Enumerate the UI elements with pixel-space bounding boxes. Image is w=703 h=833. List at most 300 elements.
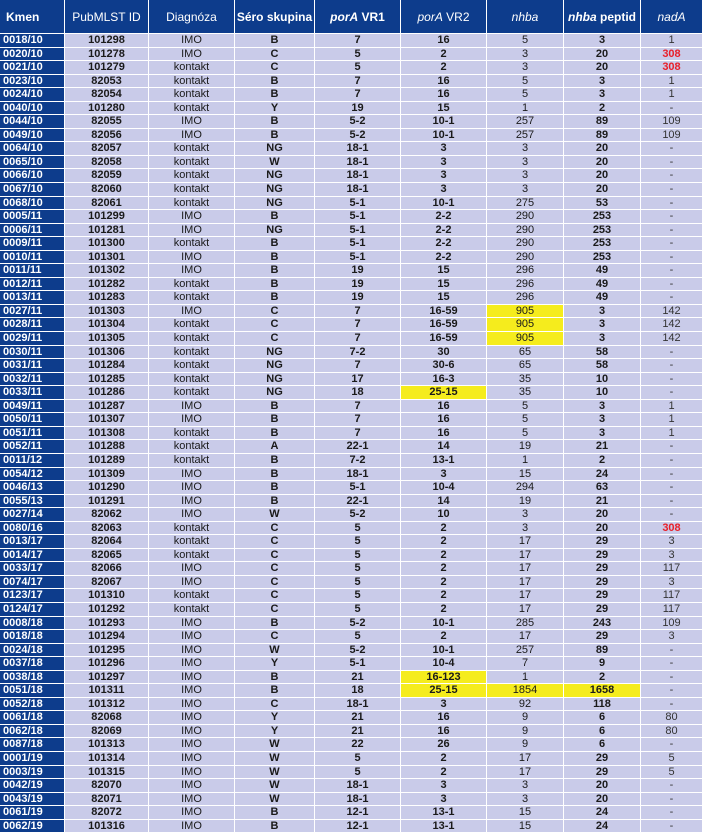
- cell-sero-skupina: B: [235, 129, 315, 143]
- cell-nada: -: [641, 738, 703, 752]
- cell-sero-skupina: W: [235, 752, 315, 766]
- cell-nada: 1: [641, 413, 703, 427]
- cell-kmen: 0055/13: [0, 495, 65, 509]
- cell-nhba-peptid: 3: [564, 332, 641, 346]
- cell-sero-skupina: NG: [235, 197, 315, 211]
- table-row: [0, 468, 703, 482]
- cell-pubmlst-id: 101287: [65, 400, 149, 414]
- cell-pora-vr2: 30-6: [401, 359, 487, 373]
- cell-pora-vr2: 15: [401, 291, 487, 305]
- table-row: [0, 291, 703, 305]
- cell-sero-skupina: B: [235, 400, 315, 414]
- cell-nhba: 17: [487, 589, 564, 603]
- cell-diagnoza: kontakt: [149, 197, 235, 211]
- cell-pora-vr2: 2-2: [401, 251, 487, 265]
- cell-diagnoza: kontakt: [149, 359, 235, 373]
- cell-nhba-peptid: 2: [564, 454, 641, 468]
- cell-nhba: 3: [487, 156, 564, 170]
- cell-pora-vr2: 16-123: [401, 671, 487, 685]
- cell-nhba-peptid: 3: [564, 427, 641, 441]
- cell-sero-skupina: B: [235, 495, 315, 509]
- cell-pora-vr1: 18-1: [315, 698, 401, 712]
- cell-pora-vr2: 16-59: [401, 332, 487, 346]
- cell-pora-vr2: 2: [401, 589, 487, 603]
- header-nhba-peptid-gene: nhba: [568, 9, 597, 24]
- cell-nhba-peptid: 49: [564, 264, 641, 278]
- cell-pubmlst-id: 101300: [65, 237, 149, 251]
- cell-pubmlst-id: 101289: [65, 454, 149, 468]
- cell-pora-vr1: 5-2: [315, 508, 401, 522]
- cell-sero-skupina: B: [235, 88, 315, 102]
- table-row: [0, 305, 703, 319]
- cell-sero-skupina: NG: [235, 169, 315, 183]
- cell-nhba: 3: [487, 522, 564, 536]
- table-row: [0, 806, 703, 820]
- cell-nhba-peptid: 58: [564, 346, 641, 360]
- cell-diagnoza: kontakt: [149, 291, 235, 305]
- cell-kmen: 0018/18: [0, 630, 65, 644]
- cell-nhba-peptid: 58: [564, 359, 641, 373]
- cell-pubmlst-id: 101310: [65, 589, 149, 603]
- cell-nhba: 290: [487, 237, 564, 251]
- cell-pora-vr1: 5: [315, 766, 401, 780]
- cell-nada: 1: [641, 400, 703, 414]
- header-pora-vr2: [401, 0, 487, 34]
- cell-nada: -: [641, 806, 703, 820]
- cell-pora-vr2: 2: [401, 630, 487, 644]
- cell-pubmlst-id: 82058: [65, 156, 149, 170]
- cell-nada: -: [641, 291, 703, 305]
- cell-sero-skupina: B: [235, 278, 315, 292]
- header-nhba-peptid: [564, 0, 641, 34]
- table-row: [0, 495, 703, 509]
- cell-nhba: 5: [487, 413, 564, 427]
- header-nada-gene: nadA: [657, 9, 686, 24]
- cell-sero-skupina: C: [235, 318, 315, 332]
- cell-kmen: 0123/17: [0, 589, 65, 603]
- cell-pubmlst-id: 82063: [65, 522, 149, 536]
- cell-kmen: 0067/10: [0, 183, 65, 197]
- cell-nhba-peptid: 29: [564, 562, 641, 576]
- cell-nada: 1: [641, 34, 703, 48]
- cell-pubmlst-id: 101316: [65, 820, 149, 833]
- cell-nhba-peptid: 53: [564, 197, 641, 211]
- cell-sero-skupina: NG: [235, 359, 315, 373]
- cell-pora-vr2: 3: [401, 169, 487, 183]
- cell-sero-skupina: NG: [235, 386, 315, 400]
- cell-nada: 1: [641, 88, 703, 102]
- cell-pora-vr1: 19: [315, 102, 401, 116]
- cell-sero-skupina: C: [235, 48, 315, 62]
- cell-sero-skupina: C: [235, 305, 315, 319]
- cell-pubmlst-id: 82062: [65, 508, 149, 522]
- table-row: [0, 617, 703, 631]
- cell-pubmlst-id: 101311: [65, 684, 149, 698]
- cell-pora-vr2: 2-2: [401, 224, 487, 238]
- cell-pubmlst-id: 82053: [65, 75, 149, 89]
- cell-pora-vr1: 5: [315, 48, 401, 62]
- cell-pora-vr1: 5: [315, 603, 401, 617]
- cell-pora-vr2: 25-15: [401, 684, 487, 698]
- cell-nhba-peptid: 9: [564, 657, 641, 671]
- cell-nhba-peptid: 3: [564, 305, 641, 319]
- cell-nhba: 290: [487, 210, 564, 224]
- cell-nhba-peptid: 253: [564, 251, 641, 265]
- cell-kmen: 0124/17: [0, 603, 65, 617]
- cell-pubmlst-id: 101298: [65, 34, 149, 48]
- cell-nhba: 3: [487, 48, 564, 62]
- cell-pubmlst-id: 82065: [65, 549, 149, 563]
- cell-diagnoza: kontakt: [149, 75, 235, 89]
- cell-kmen: 0024/10: [0, 88, 65, 102]
- cell-pora-vr1: 5: [315, 562, 401, 576]
- cell-sero-skupina: C: [235, 61, 315, 75]
- cell-pubmlst-id: 82054: [65, 88, 149, 102]
- cell-nada: 308: [641, 48, 703, 62]
- cell-pora-vr1: 5-1: [315, 197, 401, 211]
- table-row: [0, 359, 703, 373]
- cell-diagnoza: IMO: [149, 576, 235, 590]
- cell-pora-vr2: 2: [401, 48, 487, 62]
- cell-nada: -: [641, 102, 703, 116]
- table-row: [0, 684, 703, 698]
- cell-pora-vr1: 7-2: [315, 454, 401, 468]
- table-row: [0, 278, 703, 292]
- cell-pubmlst-id: 101293: [65, 617, 149, 631]
- table-row: [0, 88, 703, 102]
- table-row: [0, 115, 703, 129]
- table-row: [0, 400, 703, 414]
- cell-pora-vr2: 16: [401, 88, 487, 102]
- cell-pubmlst-id: 101297: [65, 671, 149, 685]
- cell-sero-skupina: NG: [235, 142, 315, 156]
- cell-sero-skupina: C: [235, 535, 315, 549]
- cell-kmen: 0042/19: [0, 779, 65, 793]
- cell-kmen: 0087/18: [0, 738, 65, 752]
- cell-kmen: 0005/11: [0, 210, 65, 224]
- cell-pora-vr1: 22-1: [315, 440, 401, 454]
- cell-kmen: 0051/18: [0, 684, 65, 698]
- cell-sero-skupina: B: [235, 684, 315, 698]
- cell-nhba-peptid: 20: [564, 522, 641, 536]
- cell-pora-vr2: 2: [401, 576, 487, 590]
- cell-sero-skupina: B: [235, 617, 315, 631]
- cell-sero-skupina: C: [235, 332, 315, 346]
- cell-kmen: 0003/19: [0, 766, 65, 780]
- cell-pora-vr1: 12-1: [315, 806, 401, 820]
- cell-diagnoza: IMO: [149, 711, 235, 725]
- cell-kmen: 0010/11: [0, 251, 65, 265]
- cell-pora-vr1: 5-1: [315, 481, 401, 495]
- cell-kmen: 0018/10: [0, 34, 65, 48]
- cell-pora-vr2: 16: [401, 413, 487, 427]
- cell-pubmlst-id: 101284: [65, 359, 149, 373]
- cell-sero-skupina: Y: [235, 102, 315, 116]
- cell-kmen: 0061/19: [0, 806, 65, 820]
- cell-nhba-peptid: 20: [564, 48, 641, 62]
- cell-nhba-peptid: 253: [564, 237, 641, 251]
- table-row: [0, 549, 703, 563]
- cell-kmen: 0013/11: [0, 291, 65, 305]
- cell-pora-vr2: 16: [401, 75, 487, 89]
- cell-kmen: 0064/10: [0, 142, 65, 156]
- cell-nada: 1: [641, 75, 703, 89]
- table-row: [0, 576, 703, 590]
- header-nhba-peptid-suffix: peptid: [596, 9, 636, 24]
- cell-pora-vr1: 18-1: [315, 468, 401, 482]
- cell-pora-vr1: 21: [315, 725, 401, 739]
- cell-kmen: 0062/19: [0, 820, 65, 833]
- cell-diagnoza: IMO: [149, 34, 235, 48]
- cell-nada: 80: [641, 725, 703, 739]
- cell-nhba-peptid: 10: [564, 373, 641, 387]
- cell-nada: -: [641, 820, 703, 833]
- table-row: [0, 386, 703, 400]
- cell-nhba-peptid: 20: [564, 779, 641, 793]
- cell-kmen: 0014/17: [0, 549, 65, 563]
- cell-nhba-peptid: 6: [564, 725, 641, 739]
- table-row: [0, 373, 703, 387]
- cell-diagnoza: IMO: [149, 698, 235, 712]
- header-pora-vr1: [315, 0, 401, 34]
- cell-pora-vr2: 16: [401, 34, 487, 48]
- cell-pora-vr2: 15: [401, 102, 487, 116]
- cell-nhba: 35: [487, 373, 564, 387]
- cell-kmen: 0027/14: [0, 508, 65, 522]
- cell-pora-vr2: 14: [401, 440, 487, 454]
- cell-nada: -: [641, 468, 703, 482]
- cell-kmen: 0021/10: [0, 61, 65, 75]
- cell-pora-vr2: 10: [401, 508, 487, 522]
- cell-kmen: 0044/10: [0, 115, 65, 129]
- cell-sero-skupina: B: [235, 115, 315, 129]
- cell-pora-vr2: 15: [401, 264, 487, 278]
- cell-pora-vr2: 14: [401, 495, 487, 509]
- cell-diagnoza: IMO: [149, 617, 235, 631]
- cell-pora-vr1: 18-1: [315, 779, 401, 793]
- cell-kmen: 0049/11: [0, 400, 65, 414]
- cell-pora-vr1: 17: [315, 373, 401, 387]
- cell-pora-vr2: 10-1: [401, 617, 487, 631]
- cell-nhba-peptid: 6: [564, 711, 641, 725]
- table-row: [0, 630, 703, 644]
- cell-pubmlst-id: 101281: [65, 224, 149, 238]
- cell-diagnoza: kontakt: [149, 142, 235, 156]
- cell-pubmlst-id: 82057: [65, 142, 149, 156]
- cell-nada: 142: [641, 332, 703, 346]
- cell-nhba-peptid: 3: [564, 413, 641, 427]
- cell-nhba: 905: [487, 318, 564, 332]
- cell-pubmlst-id: 82056: [65, 129, 149, 143]
- cell-pora-vr2: 2: [401, 562, 487, 576]
- cell-nhba: 17: [487, 603, 564, 617]
- cell-pora-vr1: 5: [315, 589, 401, 603]
- cell-sero-skupina: Y: [235, 657, 315, 671]
- cell-sero-skupina: B: [235, 75, 315, 89]
- cell-pora-vr1: 19: [315, 278, 401, 292]
- cell-pora-vr1: 5-1: [315, 224, 401, 238]
- cell-sero-skupina: A: [235, 440, 315, 454]
- cell-nhba-peptid: 29: [564, 603, 641, 617]
- cell-pora-vr1: 5: [315, 549, 401, 563]
- cell-pora-vr1: 5-1: [315, 237, 401, 251]
- table-row: [0, 508, 703, 522]
- cell-nhba: 17: [487, 766, 564, 780]
- cell-pubmlst-id: 101315: [65, 766, 149, 780]
- cell-pora-vr1: 7: [315, 427, 401, 441]
- cell-kmen: 0052/11: [0, 440, 65, 454]
- table-row: [0, 644, 703, 658]
- cell-sero-skupina: B: [235, 454, 315, 468]
- cell-nhba-peptid: 20: [564, 169, 641, 183]
- cell-nhba: 3: [487, 508, 564, 522]
- cell-sero-skupina: W: [235, 766, 315, 780]
- table-row: [0, 522, 703, 536]
- table-row: [0, 237, 703, 251]
- cell-nada: -: [641, 657, 703, 671]
- cell-diagnoza: kontakt: [149, 318, 235, 332]
- cell-pora-vr1: 5: [315, 576, 401, 590]
- table-row: [0, 34, 703, 48]
- cell-nhba: 9: [487, 738, 564, 752]
- cell-pora-vr1: 7: [315, 305, 401, 319]
- table-body: [0, 34, 703, 833]
- cell-pubmlst-id: 82070: [65, 779, 149, 793]
- cell-nhba: 19: [487, 495, 564, 509]
- cell-pora-vr1: 5: [315, 61, 401, 75]
- cell-kmen: 0043/19: [0, 793, 65, 807]
- cell-diagnoza: kontakt: [149, 332, 235, 346]
- cell-diagnoza: IMO: [149, 684, 235, 698]
- table-row: [0, 725, 703, 739]
- cell-nhba-peptid: 10: [564, 386, 641, 400]
- cell-diagnoza: kontakt: [149, 427, 235, 441]
- cell-pora-vr1: 18-1: [315, 169, 401, 183]
- cell-diagnoza: IMO: [149, 224, 235, 238]
- table-row: [0, 210, 703, 224]
- cell-pora-vr1: 21: [315, 711, 401, 725]
- table-row: [0, 156, 703, 170]
- cell-nhba: 92: [487, 698, 564, 712]
- cell-nhba-peptid: 20: [564, 142, 641, 156]
- table-row: [0, 766, 703, 780]
- cell-nhba-peptid: 24: [564, 468, 641, 482]
- cell-pubmlst-id: 101306: [65, 346, 149, 360]
- cell-pubmlst-id: 82060: [65, 183, 149, 197]
- cell-nhba: 905: [487, 332, 564, 346]
- table-row: [0, 332, 703, 346]
- cell-pora-vr2: 13-1: [401, 454, 487, 468]
- cell-nada: -: [641, 644, 703, 658]
- cell-diagnoza: IMO: [149, 806, 235, 820]
- header-pora-vr1-gene: porA: [330, 9, 359, 24]
- cell-pora-vr1: 7-2: [315, 346, 401, 360]
- cell-diagnoza: kontakt: [149, 156, 235, 170]
- cell-pubmlst-id: 82061: [65, 197, 149, 211]
- header-kmen: Kmen: [0, 0, 65, 34]
- cell-sero-skupina: B: [235, 34, 315, 48]
- cell-pubmlst-id: 101314: [65, 752, 149, 766]
- cell-nhba: 3: [487, 142, 564, 156]
- cell-nhba: 65: [487, 359, 564, 373]
- cell-diagnoza: IMO: [149, 562, 235, 576]
- cell-pubmlst-id: 101308: [65, 427, 149, 441]
- cell-nhba-peptid: 253: [564, 210, 641, 224]
- cell-nhba: 1854: [487, 684, 564, 698]
- cell-nhba-peptid: 3: [564, 400, 641, 414]
- cell-nhba: 17: [487, 562, 564, 576]
- cell-diagnoza: IMO: [149, 752, 235, 766]
- table-row: [0, 481, 703, 495]
- cell-sero-skupina: C: [235, 549, 315, 563]
- cell-diagnoza: IMO: [149, 738, 235, 752]
- cell-diagnoza: IMO: [149, 115, 235, 129]
- cell-pubmlst-id: 101283: [65, 291, 149, 305]
- cell-pubmlst-id: 101303: [65, 305, 149, 319]
- cell-pubmlst-id: 82071: [65, 793, 149, 807]
- cell-nhba: 257: [487, 115, 564, 129]
- table-row: [0, 440, 703, 454]
- cell-nhba: 1: [487, 454, 564, 468]
- table-row: [0, 183, 703, 197]
- cell-nada: -: [641, 264, 703, 278]
- cell-nhba-peptid: 2: [564, 102, 641, 116]
- cell-pora-vr1: 7: [315, 359, 401, 373]
- cell-nhba: 19: [487, 440, 564, 454]
- header-pora-vr2-suffix: VR2: [442, 9, 470, 24]
- table-row: [0, 793, 703, 807]
- cell-kmen: 0074/17: [0, 576, 65, 590]
- header-pora-vr1-suffix: VR1: [358, 9, 385, 24]
- cell-diagnoza: kontakt: [149, 183, 235, 197]
- cell-nada: 3: [641, 535, 703, 549]
- cell-nhba-peptid: 3: [564, 75, 641, 89]
- cell-nada: -: [641, 251, 703, 265]
- cell-nada: 308: [641, 522, 703, 536]
- cell-kmen: 0061/18: [0, 711, 65, 725]
- cell-pora-vr1: 7: [315, 332, 401, 346]
- cell-nhba: 17: [487, 549, 564, 563]
- cell-nhba-peptid: 29: [564, 549, 641, 563]
- cell-pubmlst-id: 101290: [65, 481, 149, 495]
- cell-pora-vr1: 5-2: [315, 129, 401, 143]
- table-row: [0, 169, 703, 183]
- cell-pora-vr1: 7: [315, 34, 401, 48]
- cell-pora-vr1: 5-2: [315, 644, 401, 658]
- cell-nhba-peptid: 89: [564, 115, 641, 129]
- cell-sero-skupina: B: [235, 413, 315, 427]
- cell-diagnoza: IMO: [149, 671, 235, 685]
- cell-diagnoza: IMO: [149, 644, 235, 658]
- table-row: [0, 197, 703, 211]
- cell-kmen: 0030/11: [0, 346, 65, 360]
- cell-kmen: 0028/11: [0, 318, 65, 332]
- cell-pora-vr1: 18-1: [315, 142, 401, 156]
- cell-nada: 117: [641, 589, 703, 603]
- cell-pubmlst-id: 101296: [65, 657, 149, 671]
- cell-diagnoza: IMO: [149, 657, 235, 671]
- cell-nhba-peptid: 3: [564, 88, 641, 102]
- cell-kmen: 0068/10: [0, 197, 65, 211]
- cell-nada: -: [641, 169, 703, 183]
- cell-nada: -: [641, 779, 703, 793]
- cell-pora-vr2: 3: [401, 156, 487, 170]
- cell-sero-skupina: B: [235, 251, 315, 265]
- cell-pora-vr1: 5-2: [315, 115, 401, 129]
- cell-diagnoza: IMO: [149, 725, 235, 739]
- cell-kmen: 0033/17: [0, 562, 65, 576]
- cell-kmen: 0029/11: [0, 332, 65, 346]
